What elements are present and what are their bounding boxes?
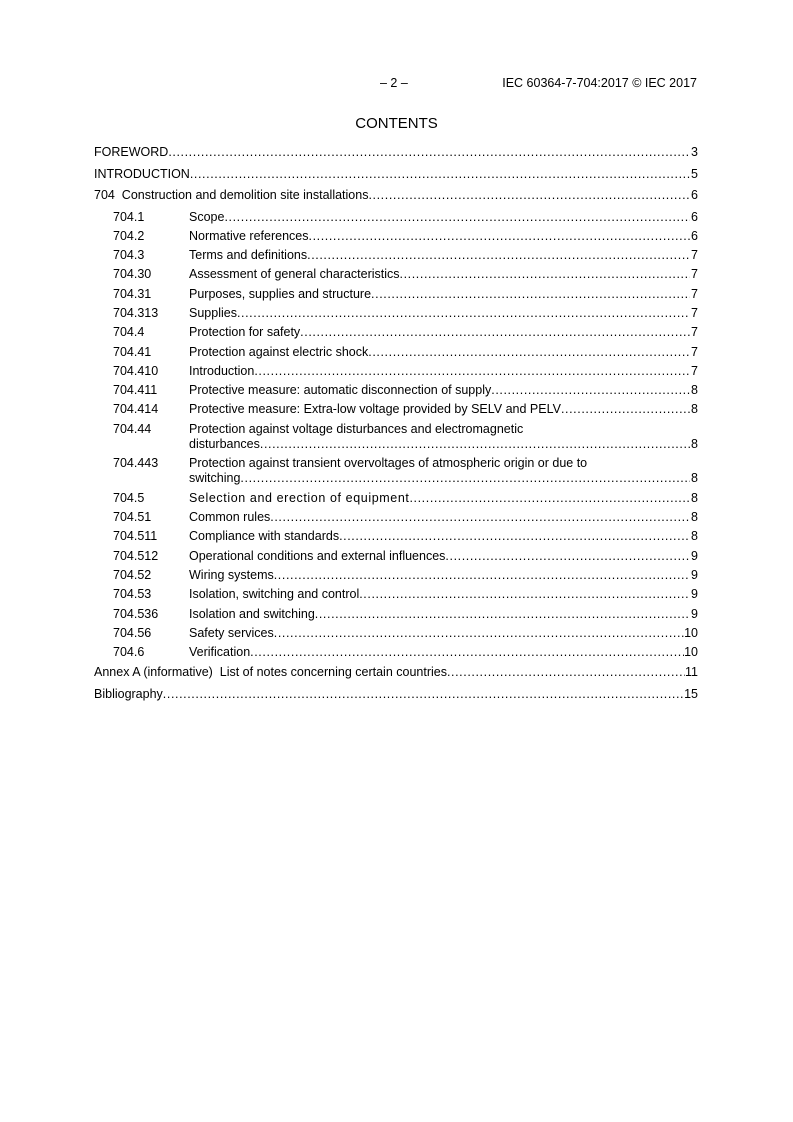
toc-subentry-page: 7 [691, 305, 698, 320]
toc-subentry-title: Normative references [189, 228, 309, 243]
toc-subentry-page: 9 [691, 548, 698, 563]
toc-entry-section-704[interactable] [94, 188, 698, 203]
toc-subentry-page: 8 [691, 529, 698, 544]
toc-subentry-number: 704.2 [113, 228, 145, 243]
toc-subentry-title: Protection for safety [189, 325, 301, 340]
toc-entry-bibliography[interactable] [94, 687, 698, 702]
toc-subentry[interactable] [113, 325, 698, 340]
dot-leader [307, 248, 690, 263]
page-number: – 2 – [380, 76, 408, 90]
toc-subentry[interactable] [113, 345, 698, 360]
toc-subentry[interactable] [113, 456, 698, 486]
dot-leader [409, 491, 690, 506]
toc-subentry-page: 8 [691, 490, 698, 505]
toc-entry-page: 11 [685, 665, 698, 680]
toc-subentry[interactable] [113, 607, 698, 622]
toc-subentry-number: 704.6 [113, 645, 145, 660]
dot-leader [300, 325, 690, 340]
toc-entry-page: 6 [691, 188, 698, 202]
toc-subentry-title: Safety services [189, 625, 274, 640]
toc-subentry-title-line1: Protection against voltage disturbances and electromagnetic [189, 421, 524, 436]
toc-subentry-page: 6 [691, 228, 698, 243]
toc-entry-title: FOREWORD [94, 145, 169, 159]
toc-subentry-page: 10 [684, 625, 698, 640]
toc-entry-page: 3 [691, 145, 698, 159]
dot-leader [561, 402, 690, 417]
toc-subentry[interactable] [113, 248, 698, 263]
toc-subentry-title: Compliance with standards [189, 529, 340, 544]
toc-subentry-number: 704.52 [113, 567, 152, 582]
toc-subentry-title: Protection against electric shock [189, 344, 369, 359]
toc-subentry-page: 9 [691, 587, 698, 602]
page-header [0, 76, 793, 92]
table-of-contents [94, 145, 698, 708]
toc-subentry-title-line2: switching [189, 471, 241, 486]
toc-subentry-page: 8 [691, 402, 698, 417]
toc-entry-title: INTRODUCTION [94, 166, 190, 181]
toc-subentry-page: 7 [691, 325, 698, 340]
toc-subentry-title: Protective measure: Extra-low voltage provided by SELV and PELV [189, 402, 561, 417]
toc-subentry[interactable] [113, 422, 698, 452]
toc-subentry[interactable] [113, 529, 698, 544]
toc-subentry-title-block [189, 456, 698, 486]
toc-subentry[interactable] [113, 267, 698, 282]
toc-subentry[interactable] [113, 402, 698, 417]
toc-subentry-title: Wiring systems [189, 567, 274, 582]
toc-subentry-title: Operational conditions and external influences [189, 548, 446, 563]
toc-subentry-number: 704.41 [113, 344, 152, 359]
toc-subentry-title: Terms and definitions [189, 248, 308, 263]
dot-leader [445, 549, 690, 564]
toc-entry-title: 704 Construction and demolition site installations [94, 188, 369, 202]
toc-subentry-number: 704.3 [113, 248, 145, 263]
contents-title: CONTENTS [355, 115, 438, 132]
toc-entry-page: 5 [691, 166, 698, 181]
toc-subentry[interactable] [113, 229, 698, 244]
toc-subentry-page: 9 [691, 567, 698, 582]
toc-subentry-number: 704.410 [113, 363, 159, 378]
dot-leader [368, 345, 690, 360]
toc-subentry[interactable] [113, 306, 698, 321]
toc-subentry-page: 7 [691, 267, 698, 282]
toc-subentry-page: 8 [691, 471, 698, 486]
dot-leader [260, 437, 690, 452]
toc-subentry-page: 8 [691, 383, 698, 398]
dot-leader [254, 364, 690, 379]
dot-leader [274, 626, 684, 641]
toc-subentry-number: 704.44 [113, 421, 152, 436]
toc-subentry-title-line2-row [189, 471, 698, 486]
dot-leader [368, 188, 690, 203]
toc-subentry-number: 704.31 [113, 286, 152, 301]
dot-leader [240, 471, 690, 486]
toc-subentry-number: 704.511 [113, 529, 158, 544]
toc-subentry-number: 704.313 [113, 305, 159, 320]
toc-subentry-number: 704.4 [113, 325, 145, 340]
dot-leader [190, 167, 690, 182]
toc-subentry[interactable] [113, 210, 698, 225]
toc-subentry-title-line2-row [189, 437, 698, 452]
toc-subentry-number: 704.1 [113, 209, 145, 224]
toc-entry-foreword[interactable] [94, 145, 698, 160]
toc-subentry-title: Common rules [189, 510, 271, 525]
toc-subentry[interactable] [113, 549, 698, 564]
toc-subentry-page: 8 [691, 436, 698, 451]
dot-leader [309, 229, 691, 244]
dot-leader [168, 145, 690, 160]
toc-subentry-title: Supplies [189, 305, 237, 320]
toc-subentry-page: 8 [691, 510, 698, 525]
dot-leader [270, 510, 690, 525]
toc-entry-introduction[interactable] [94, 167, 698, 182]
toc-subentry-title: Protective measure: automatic disconnection of supply [189, 383, 492, 398]
toc-subentry-number: 704.53 [113, 587, 152, 602]
toc-subentry[interactable] [113, 587, 698, 602]
toc-subentry[interactable] [113, 491, 698, 506]
toc-subentry-title: Purposes, supplies and structure [189, 286, 372, 301]
dot-leader [400, 267, 690, 282]
toc-subentry[interactable] [113, 645, 698, 660]
toc-subentry-title: Selection and erection of equipment [189, 490, 410, 505]
toc-subentry-number: 704.512 [113, 548, 159, 563]
toc-subentry-title: Scope [189, 209, 225, 224]
toc-subentry-title-line1: Protection against transient overvoltages of atmospheric origin or due to [189, 456, 588, 471]
dot-leader [491, 383, 690, 398]
dot-leader [447, 665, 685, 680]
toc-subentry[interactable] [113, 383, 698, 398]
toc-subentry-title: Assessment of general characteristics [189, 267, 400, 282]
toc-subentry-number: 704.51 [113, 510, 152, 525]
toc-subentry[interactable] [113, 568, 698, 583]
dot-leader [250, 645, 684, 660]
toc-subentry-number: 704.443 [113, 456, 159, 471]
toc-subentry-page: 7 [691, 344, 698, 359]
toc-subentry-number: 704.414 [113, 402, 159, 417]
toc-subentry-page: 10 [684, 645, 698, 660]
toc-subentry-page: 6 [691, 209, 698, 224]
toc-subentry[interactable] [113, 626, 698, 641]
toc-entry-title: Bibliography [94, 686, 163, 701]
toc-subentry[interactable] [113, 364, 698, 379]
document-id: IEC 60364-7-704:2017 © IEC 2017 [502, 76, 697, 90]
dot-leader [315, 607, 690, 622]
dot-leader [274, 568, 690, 583]
dot-leader [163, 687, 684, 702]
toc-subentry-title: Isolation, switching and control [189, 587, 360, 602]
dot-leader [339, 529, 690, 544]
dot-leader [224, 210, 690, 225]
toc-subentry-number: 704.56 [113, 625, 152, 640]
toc-subentry-number: 704.5 [113, 490, 145, 505]
toc-subentry-page: 9 [691, 606, 698, 621]
dot-leader [237, 306, 690, 321]
toc-subentry[interactable] [113, 510, 698, 525]
dot-leader [359, 587, 690, 602]
dot-leader [371, 287, 690, 302]
toc-subentry-page: 7 [691, 363, 698, 378]
toc-subentry-page: 7 [691, 248, 698, 263]
toc-entry-title: Annex A (informative) List of notes concerning certain countries [94, 665, 447, 680]
toc-entry-annex-a[interactable] [94, 665, 698, 680]
toc-subentry-page: 7 [691, 286, 698, 301]
toc-subentry-title-line2: disturbances [189, 436, 260, 451]
toc-subentry-number: 704.30 [113, 267, 152, 282]
toc-subentry-title-block [189, 422, 698, 452]
toc-subentry[interactable] [113, 287, 698, 302]
toc-subentry-number: 704.536 [113, 606, 159, 621]
toc-subentry-number: 704.411 [113, 383, 158, 398]
toc-entry-page: 15 [684, 686, 698, 701]
toc-subentry-title: Verification [189, 645, 251, 660]
toc-subentry-title: Isolation and switching [189, 606, 315, 621]
toc-subentry-title: Introduction [189, 363, 255, 378]
